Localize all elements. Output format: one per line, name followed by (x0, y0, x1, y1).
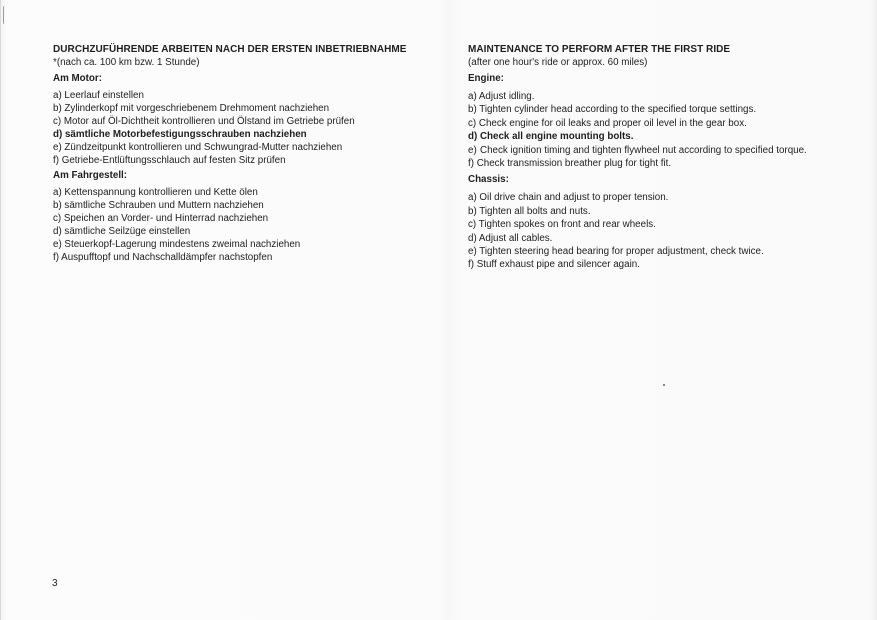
page-number: 3 (52, 578, 58, 589)
list-item: b) Tighten all bolts and nuts. (468, 205, 591, 217)
german-title: DURCHZUFÜHRENDE ARBEITEN NACH DER ERSTEN INBETRIEBNAHME (53, 44, 407, 55)
german-chassis-heading: Am Fahrgestell: (53, 170, 128, 181)
list-item: a) Kettenspannung kontrollieren und Kette ölen (53, 187, 258, 198)
german-chassis-list (53, 186, 433, 264)
list-item (468, 144, 840, 157)
list-item: e) Tighten steering head bearing for proper adjustment, check twice. (468, 246, 764, 258)
binding-mark (3, 6, 6, 24)
list-item: f) Check transmission breather plug for tight fit. (468, 158, 672, 170)
paper-speck (663, 384, 665, 386)
list-item: e) Steuerkopf-Lagerung mindestens zweimal nachziehen (53, 239, 301, 250)
list-item: d) Check all engine mounting bolts. (468, 131, 634, 143)
english-chassis-list (468, 191, 840, 271)
english-engine-heading: Engine: (468, 73, 504, 84)
german-subtitle: *(nach ca. 100 km bzw. 1 Stunde) (53, 57, 200, 68)
list-item: f) Getriebe-Entlüftungsschlauch auf festen Sitz prüfen (53, 155, 286, 166)
list-item: b) sämtliche Schrauben und Muttern nachziehen (53, 200, 264, 211)
list-item-text: Check ignition timing and tighten flywheel nut according to specified torque. (480, 144, 807, 156)
german-column (53, 43, 433, 266)
list-item: a) Leerlauf einstellen (53, 90, 144, 101)
list-item-label: e) (468, 144, 477, 156)
list-item: e) Zündzeitpunkt kontrollieren und Schwungrad-Mutter nachziehen (53, 142, 343, 153)
english-engine-list (468, 90, 840, 170)
list-item: d) sämtliche Motorbefestigungsschrauben nachziehen (53, 129, 307, 140)
list-item: f) Auspufftopf und Nachschalldämpfer nachstopfen (53, 252, 273, 263)
german-motor-heading: Am Motor: (53, 73, 102, 84)
list-item: c) Check engine for oil leaks and proper oil level in the gear box. (468, 117, 747, 129)
page-edge (0, 0, 1, 620)
english-column (468, 43, 840, 274)
list-item: a) Adjust idling. (468, 91, 535, 102)
list-item: d) sämtliche Seilzüge einstellen (53, 226, 191, 237)
list-item: c) Tighten spokes on front and rear wheels. (468, 219, 656, 231)
list-item: c) Speichen an Vorder- und Hinterrad nachziehen (53, 213, 269, 224)
german-motor-list (53, 89, 433, 167)
list-item: b) Zylinderkopf mit vorgeschriebenem Drehmoment nachziehen (53, 103, 330, 114)
english-chassis-heading: Chassis: (468, 174, 509, 186)
list-item: b) Tighten cylinder head according to the specified torque settings. (468, 104, 757, 116)
english-subtitle: (after one hour's ride or approx. 60 miles) (468, 57, 648, 68)
list-item: f) Stuff exhaust pipe and silencer again. (468, 259, 640, 271)
english-title: MAINTENANCE TO PERFORM AFTER THE FIRST RIDE (468, 44, 731, 55)
list-item: d) Adjust all cables. (468, 232, 553, 244)
list-item: c) Motor auf Öl-Dichtheit kontrollieren und Ölstand im Getriebe prüfen (53, 116, 355, 127)
list-item: a) Oil drive chain and adjust to proper tension. (468, 192, 669, 204)
